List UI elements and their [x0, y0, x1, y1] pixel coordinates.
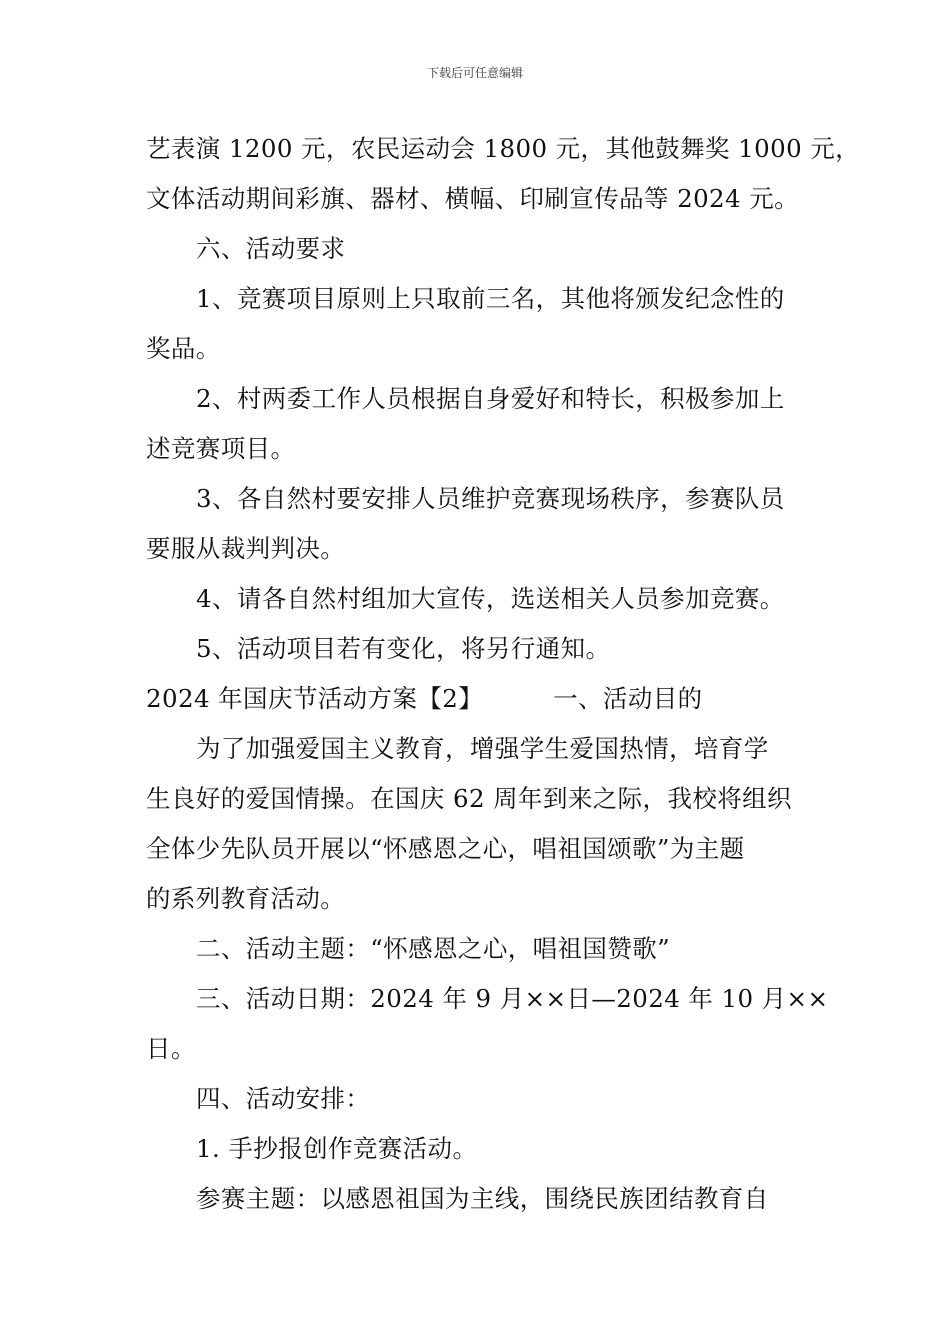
text-line: 为了加强爱国主义教育，增强学生爱国热情，培育学	[196, 734, 769, 763]
text-line: 的系列教育活动。	[146, 884, 346, 913]
text-line: 要服从裁判判决。	[146, 534, 346, 563]
text-line: 5、活动项目若有变化，将另行通知。	[196, 634, 611, 663]
document-body	[146, 124, 861, 1224]
document-title: 2024 年国庆节活动方案【2】	[146, 684, 484, 713]
text-line: 参赛主题：以感恩祖国为主线，围绕民族团结教育自	[196, 1184, 769, 1213]
text-line: 文体活动期间彩旗、器材、横幅、印刷宣传品等 2024 元。	[146, 184, 800, 213]
section-heading: 六、活动要求	[196, 234, 346, 263]
text-line: 1. 手抄报创作竞赛活动。	[196, 1134, 478, 1163]
text-line: 3、各自然村要安排人员维护竞赛现场秩序，参赛队员	[196, 484, 785, 513]
section-heading: 一、活动目的	[553, 684, 703, 713]
text-line: 艺表演 1200 元，农民运动会 1800 元，其他鼓舞奖 1000 元，	[146, 134, 861, 163]
text-line: 述竞赛项目。	[146, 434, 296, 463]
section-heading: 四、活动安排：	[196, 1084, 371, 1113]
text-line: 2、村两委工作人员根据自身爱好和特长，积极参加上	[196, 384, 785, 413]
title-line	[146, 674, 811, 724]
text-line: 生良好的爱国情操。在国庆 62 周年到来之际，我校将组织	[146, 784, 792, 813]
section-heading: 三、活动日期：2024 年 9 月××日—2024 年 10 月××	[196, 984, 829, 1013]
page-header: 下载后可任意编辑	[426, 66, 523, 80]
section-heading: 二、活动主题：“怀感恩之心，唱祖国赞歌”	[196, 934, 671, 963]
text-line: 全体少先队员开展以“怀感恩之心，唱祖国颂歌”为主题	[146, 834, 745, 863]
text-line: 日。	[146, 1034, 196, 1063]
text-line: 1、竞赛项目原则上只取前三名，其他将颁发纪念性的	[196, 284, 785, 313]
text-line: 4、请各自然村组加大宣传，选送相关人员参加竞赛。	[196, 584, 785, 613]
text-line: 奖品。	[146, 334, 221, 363]
